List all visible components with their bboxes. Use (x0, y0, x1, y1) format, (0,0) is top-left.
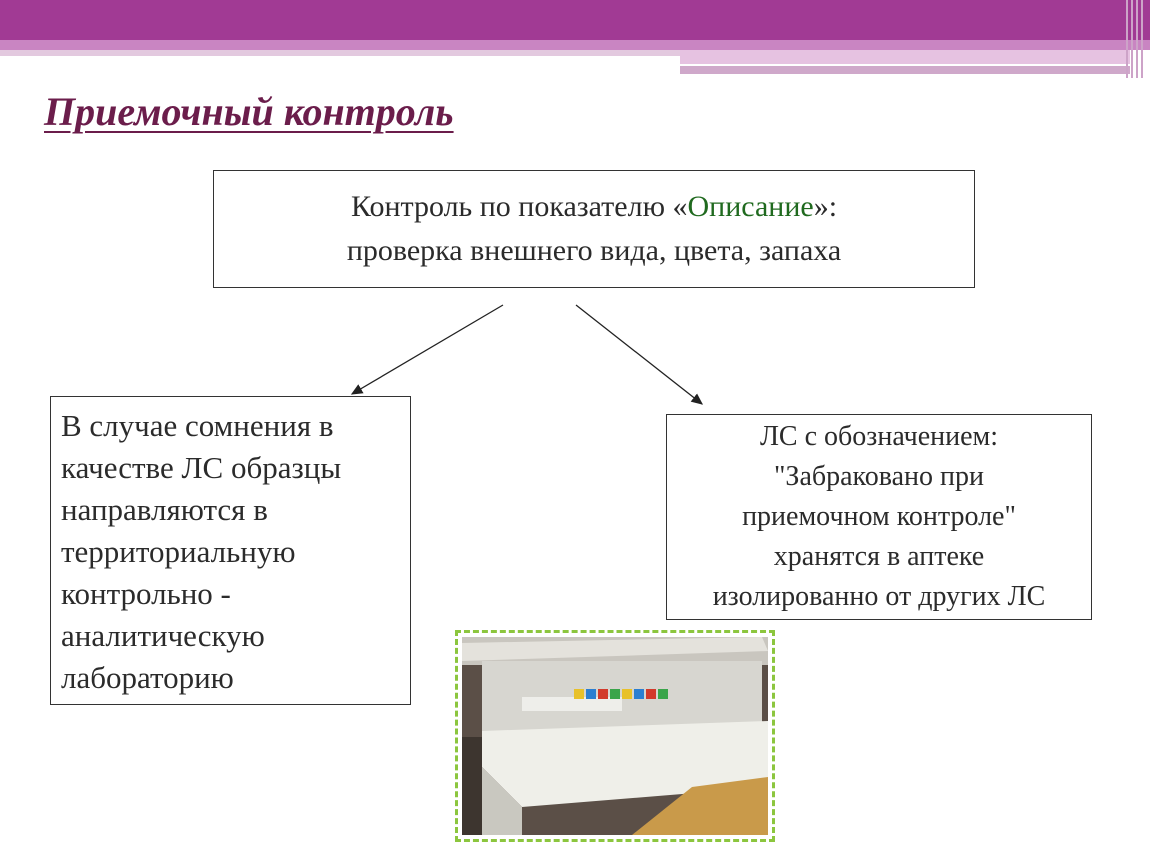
header-bar (0, 0, 1150, 40)
right-line: изолированно от других ЛС (712, 581, 1046, 612)
header-stripe-light (0, 50, 680, 56)
description-suffix: »: (813, 190, 838, 223)
header-stripe-right (680, 50, 1130, 64)
header-stripe (0, 40, 1150, 50)
description-line-1 (351, 185, 837, 229)
left-line: контрольно - (61, 576, 231, 611)
right-line: "Забраковано при (774, 461, 984, 492)
description-prefix: Контроль по показателю « (350, 190, 688, 223)
header-stripe-right-thin (680, 66, 1130, 74)
left-line: направляются в (61, 492, 268, 527)
description-line-2: проверка внешнего вида, цвета, запаха (346, 234, 842, 267)
doubt-lab-box (50, 396, 411, 705)
left-line: качестве ЛС образцы (61, 450, 342, 485)
left-line: В случае сомнения в (61, 408, 334, 443)
slide-title: Приемочный контроль (44, 89, 454, 134)
lab-photo-frame (455, 630, 775, 842)
left-line: аналитическую (61, 618, 265, 653)
rejected-storage-box (666, 414, 1092, 620)
lab-bench-image (462, 637, 768, 835)
description-control-box (213, 170, 975, 288)
right-line: хранятся в аптеке (773, 541, 985, 572)
arrow-left (352, 305, 503, 394)
description-highlight: Описание (687, 190, 814, 223)
right-line: приемочном контроле" (742, 501, 1016, 532)
header-vertical-lines (1126, 0, 1144, 78)
left-line: территориальную (61, 534, 296, 569)
lab-photo (462, 637, 768, 835)
right-line: ЛС с обозначением: (759, 421, 999, 452)
left-line: лабораторию (61, 660, 234, 695)
arrow-right (576, 305, 702, 404)
